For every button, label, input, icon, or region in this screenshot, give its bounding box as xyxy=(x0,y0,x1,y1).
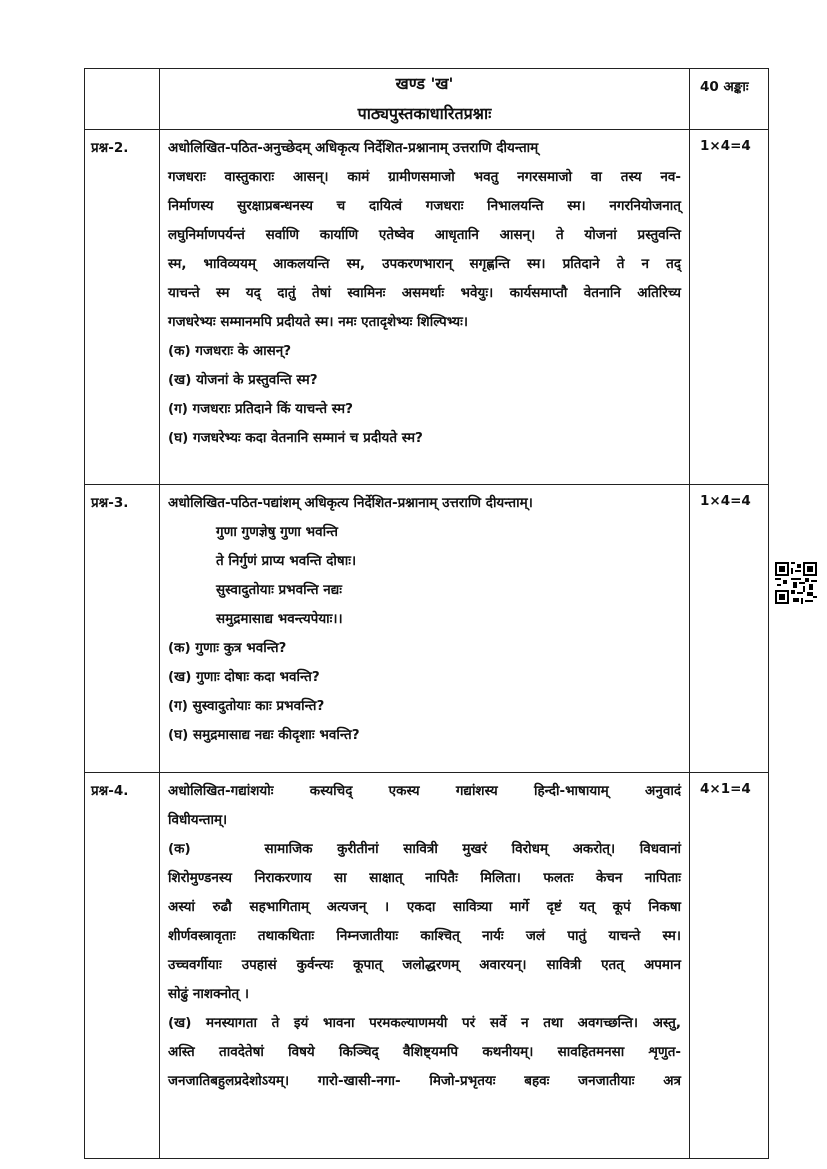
question-instruction: अधोलिखित-गद्यांशयोः कस्यचिद् एकस्य गद्यांशस्य हिन्दी-भाषायाम् अनुवादं xyxy=(168,783,681,799)
passage-line: लघुनिर्माणपर्यन्तं सर्वाणि कार्याणि एतेष्वेव आधृतानि आसन्। ते योजनां प्रस्तुवन्ति xyxy=(168,227,681,243)
passage-ka-line: (क) सामाजिक कुरीतीनां सावित्री मुखरं विरोधम् अकरोत्। विधवानां xyxy=(168,841,681,857)
passage-kha-line: (ख) मनस्यागता ते इयं भावना परमकल्याणमयी परं सर्वे न तथा अवगच्छन्ति। अस्तु, xyxy=(168,1015,681,1031)
section-title: खण्ड 'ख' xyxy=(395,74,454,93)
sub-question: (क) गुणाः कुत्र भवन्ति? xyxy=(168,640,287,656)
sub-question: (घ) गजधरेभ्यः कदा वेतनानि सम्मानं च प्रदीयते स्म? xyxy=(168,430,423,446)
question-instruction: अधोलिखित-पठित-पद्यांशम् अधिकृत्य निर्देशित-प्रश्नानाम् उत्तराणि दीयन्ताम्। xyxy=(168,495,533,511)
passage-kha-line: अस्ति तावदेतेषां विषये किञ्चिद् वैशिष्ट्यमपि कथनीयम्। सावहितमनसा शृणुत- xyxy=(168,1044,681,1060)
passage-line: गजधरेभ्यः सम्मानमपि प्रदीयते स्म। नमः एतादृशेभ्यः शिल्पिभ्यः। xyxy=(168,314,468,330)
passage-ka-line: शीर्णवस्त्रावृताः तथाकथिताः निम्नजातीयाः काश्चित् नार्यः जलं पातुं याचन्ते स्म। xyxy=(168,928,681,944)
sub-question: (ग) सुस्वादुतोयाः काः प्रभवन्ति? xyxy=(168,698,325,714)
passage-ka-line: शिरोमुण्डनस्य निराकरणाय सा साक्षात् नापितैः मिलिता। फलतः केचन नापिताः xyxy=(168,870,681,886)
section-header xyxy=(160,69,690,130)
question-number: प्रश्न-4. xyxy=(85,773,160,1159)
question-instruction: विधीयन्ताम्। xyxy=(168,812,228,828)
empty-cell xyxy=(85,69,160,130)
verse-line: गुणा गुणज्ञेषु गुणा भवन्ति xyxy=(216,524,338,540)
question-row-3 xyxy=(85,485,769,773)
section-header-row xyxy=(85,69,769,130)
qr-code-icon xyxy=(775,562,817,604)
passage-ka-line: सोढुं नाशक्नोत् । xyxy=(168,986,249,1002)
question-instruction: अधोलिखित-पठित-अनुच्छेदम् अधिकृत्य निर्देशित-प्रश्नानाम् उत्तराणि दीयन्ताम् xyxy=(168,140,539,156)
question-content xyxy=(160,485,690,773)
sub-question: (ख) गुणाः दोषाः कदा भवन्ति? xyxy=(168,669,320,685)
verse-line: सुस्वादुतोयाः प्रभवन्ति नद्यः xyxy=(216,582,342,598)
section-subtitle: पाठ्यपुस्तकाधारितप्रश्नाः xyxy=(357,104,492,123)
verse-line: ते निर्गुणं प्राप्य भवन्ति दोषाः। xyxy=(216,553,357,569)
question-row-2 xyxy=(85,130,769,485)
question-table xyxy=(84,68,769,1159)
question-marks: 1×4=4 xyxy=(690,485,769,773)
question-row-4 xyxy=(85,773,769,1159)
sub-question: (ग) गजधराः प्रतिदाने किं याचन्ते स्म? xyxy=(168,401,353,417)
passage-ka-line: उच्चवर्गीयाः उपहासं कुर्वन्त्यः कूपात् जलोद्धरणम् अवारयन्। सावित्री एतत् अपमान xyxy=(168,957,681,973)
question-marks: 4×1=4 xyxy=(690,773,769,1159)
question-number: प्रश्न-3. xyxy=(85,485,160,773)
verse-line: समुद्रमासाद्य भवन्त्यपेयाः।। xyxy=(216,611,343,627)
passage-ka-line: अस्यां रुढौ सहभागिताम् अत्यजन् । एकदा सावित्र्या मार्गे दृष्टं यत् कूपं निकषा xyxy=(168,899,681,915)
sub-question: (ख) योजनां के प्रस्तुवन्ति स्म? xyxy=(168,372,318,388)
question-number: प्रश्न-2. xyxy=(85,130,160,485)
passage-line: याचन्ते स्म यद् दातुं तेषां स्वामिनः असमर्थाः भवेयुः। कार्यसमाप्तौ वेतनानि अतिरिच्य xyxy=(168,285,681,301)
sub-question: (क) गजधराः के आसन्? xyxy=(168,343,292,359)
sub-question: (घ) समुद्रमासाद्य नद्यः कीदृशाः भवन्ति? xyxy=(168,727,360,743)
passage-line: निर्माणस्य सुरक्षाप्रबन्धनस्य च दायित्वं गजधराः निभालयन्ति स्म। नगरनियोजनात् xyxy=(168,198,681,214)
passage-kha-line: जनजातिबहुलप्रदेशोऽयम्। गारो-खासी-नगा- मिजो-प्रभृतयः बहवः जनजातीयाः अत्र xyxy=(168,1073,681,1089)
question-content xyxy=(160,773,690,1159)
section-marks: 40 अङ्काः xyxy=(690,69,769,130)
passage-line: स्म, भाविव्ययम् आकलयन्ति स्म, उपकरणभारान् सगृह्णन्ति स्म। प्रतिदाने ते न तद् xyxy=(168,256,681,272)
question-content xyxy=(160,130,690,485)
passage-line: गजधराः वास्तुकाराः आसन्। कामं ग्रामीणसमाजो भवतु नगरसमाजो वा तस्य नव- xyxy=(168,169,681,185)
question-marks: 1×4=4 xyxy=(690,130,769,485)
